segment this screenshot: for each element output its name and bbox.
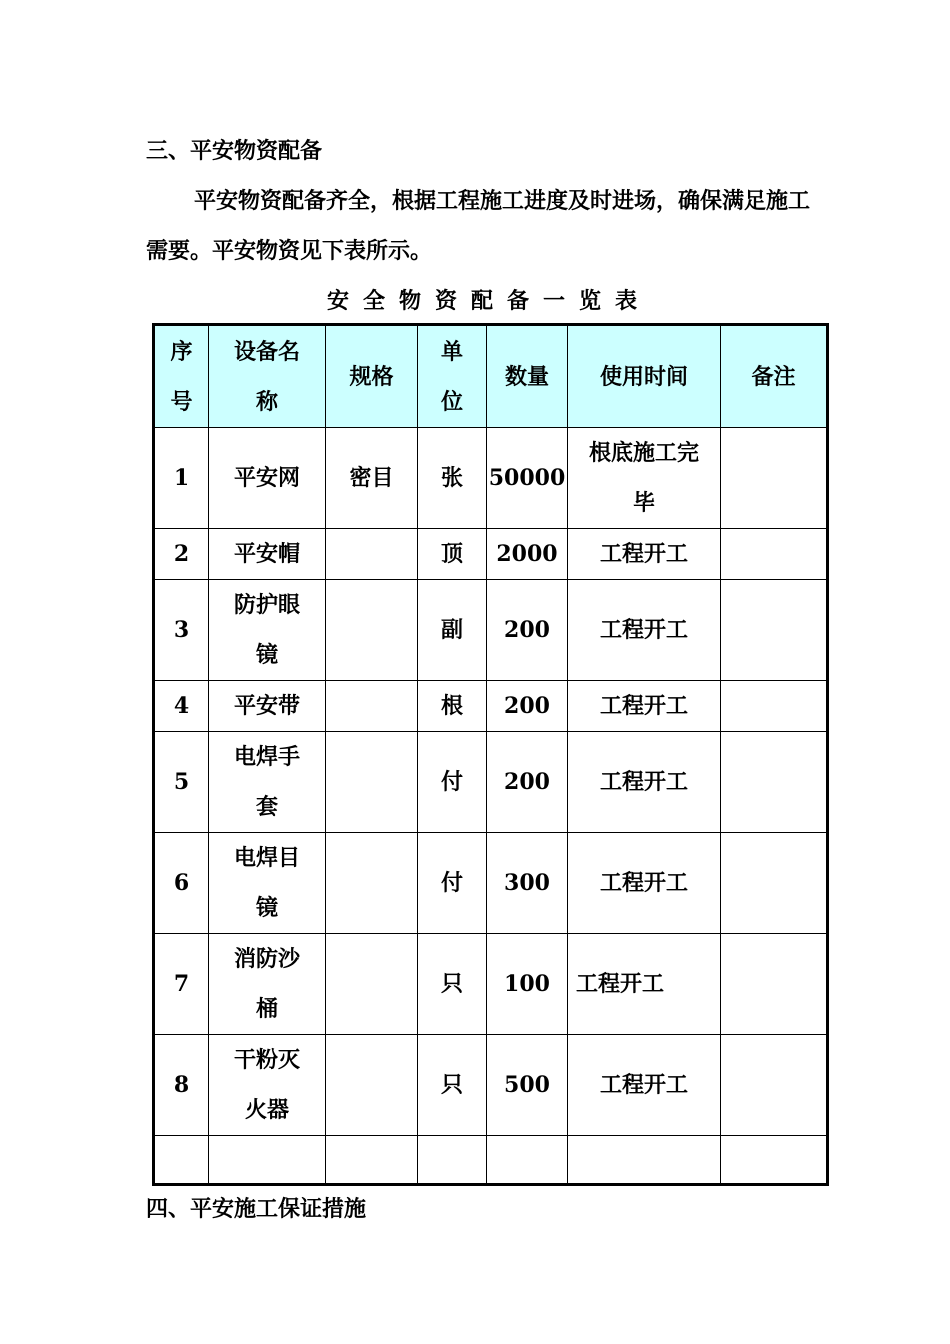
- cell-remark: [721, 1035, 828, 1136]
- cell-seq: 6: [154, 833, 209, 934]
- cell-remark: [721, 833, 828, 934]
- table-row: [154, 1136, 828, 1185]
- cell-spec: [326, 1035, 418, 1136]
- intro-paragraph: [146, 176, 810, 276]
- cell-time: 工程开工: [568, 529, 721, 580]
- table-row: [154, 732, 828, 833]
- header-time: 使用时间: [568, 325, 721, 428]
- header-name: 设备名称: [209, 325, 326, 428]
- header-spec: 规格: [326, 325, 418, 428]
- cell-qty: 2000: [487, 529, 568, 580]
- cell-time: 根底施工完毕: [568, 428, 721, 529]
- cell-name: 电焊手套: [209, 732, 326, 833]
- cell-time: 工程开工: [568, 833, 721, 934]
- table-title: 安全物资配备一览表: [326, 288, 651, 314]
- table-row: [154, 934, 828, 1035]
- cell-seq: 4: [154, 681, 209, 732]
- cell-spec: [326, 732, 418, 833]
- cell-time: 工程开工: [568, 1035, 721, 1136]
- table-header-row: [154, 325, 828, 428]
- cell-qty: 200: [487, 732, 568, 833]
- cell-qty: 300: [487, 833, 568, 934]
- cell-time: 工程开工: [568, 681, 721, 732]
- cell-unit: 付: [418, 833, 487, 934]
- cell-remark: [721, 732, 828, 833]
- table-row: [154, 529, 828, 580]
- table-row: [154, 681, 828, 732]
- table-row: [154, 1035, 828, 1136]
- cell-unit: [418, 1136, 487, 1185]
- cell-name: 平安网: [209, 428, 326, 529]
- cell-spec: [326, 681, 418, 732]
- section-heading-3: 三、平安物资配备: [146, 138, 323, 164]
- cell-seq: 7: [154, 934, 209, 1035]
- header-unit: 单位: [418, 325, 487, 428]
- cell-unit: 张: [418, 428, 487, 529]
- header-seq: 序号: [154, 325, 209, 428]
- cell-seq: 2: [154, 529, 209, 580]
- cell-spec: [326, 580, 418, 681]
- cell-name: 消防沙桶: [209, 934, 326, 1035]
- cell-name: 电焊目镜: [209, 833, 326, 934]
- header-qty: 数量: [487, 325, 568, 428]
- cell-time: [568, 1136, 721, 1185]
- cell-qty: 50000: [487, 428, 568, 529]
- cell-seq: 8: [154, 1035, 209, 1136]
- cell-unit: 根: [418, 681, 487, 732]
- cell-seq: 3: [154, 580, 209, 681]
- cell-unit: 只: [418, 1035, 487, 1136]
- cell-remark: [721, 1136, 828, 1185]
- table-row: [154, 833, 828, 934]
- cell-spec: [326, 1136, 418, 1185]
- cell-unit: 顶: [418, 529, 487, 580]
- cell-name: 防护眼镜: [209, 580, 326, 681]
- table-row: [154, 580, 828, 681]
- cell-spec: [326, 529, 418, 580]
- header-remark: 备注: [721, 325, 828, 428]
- cell-qty: 200: [487, 580, 568, 681]
- safety-supplies-table: [152, 323, 829, 1186]
- cell-unit: 只: [418, 934, 487, 1035]
- section-heading-4: 四、平安施工保证措施: [146, 1196, 367, 1222]
- cell-qty: 100: [487, 934, 568, 1035]
- table-row: [154, 428, 828, 529]
- cell-unit: 付: [418, 732, 487, 833]
- cell-time: 工程开工: [568, 580, 721, 681]
- cell-remark: [721, 428, 828, 529]
- cell-name: 平安帽: [209, 529, 326, 580]
- cell-time: 工程开工: [568, 934, 721, 1035]
- cell-name: [209, 1136, 326, 1185]
- cell-seq: 5: [154, 732, 209, 833]
- cell-seq: 1: [154, 428, 209, 529]
- cell-spec: [326, 833, 418, 934]
- cell-remark: [721, 580, 828, 681]
- cell-remark: [721, 934, 828, 1035]
- cell-time: 工程开工: [568, 732, 721, 833]
- cell-qty: 500: [487, 1035, 568, 1136]
- intro-paragraph-text: 平安物资配备齐全，根据工程施工进度及时进场，确保满足施工需要。平安物资见下表所示。: [146, 188, 811, 264]
- cell-name: 干粉灭火器: [209, 1035, 326, 1136]
- cell-spec: 密目: [326, 428, 418, 529]
- cell-remark: [721, 681, 828, 732]
- cell-unit: 副: [418, 580, 487, 681]
- cell-remark: [721, 529, 828, 580]
- cell-qty: [487, 1136, 568, 1185]
- cell-spec: [326, 934, 418, 1035]
- cell-seq: [154, 1136, 209, 1185]
- cell-name: 平安带: [209, 681, 326, 732]
- cell-qty: 200: [487, 681, 568, 732]
